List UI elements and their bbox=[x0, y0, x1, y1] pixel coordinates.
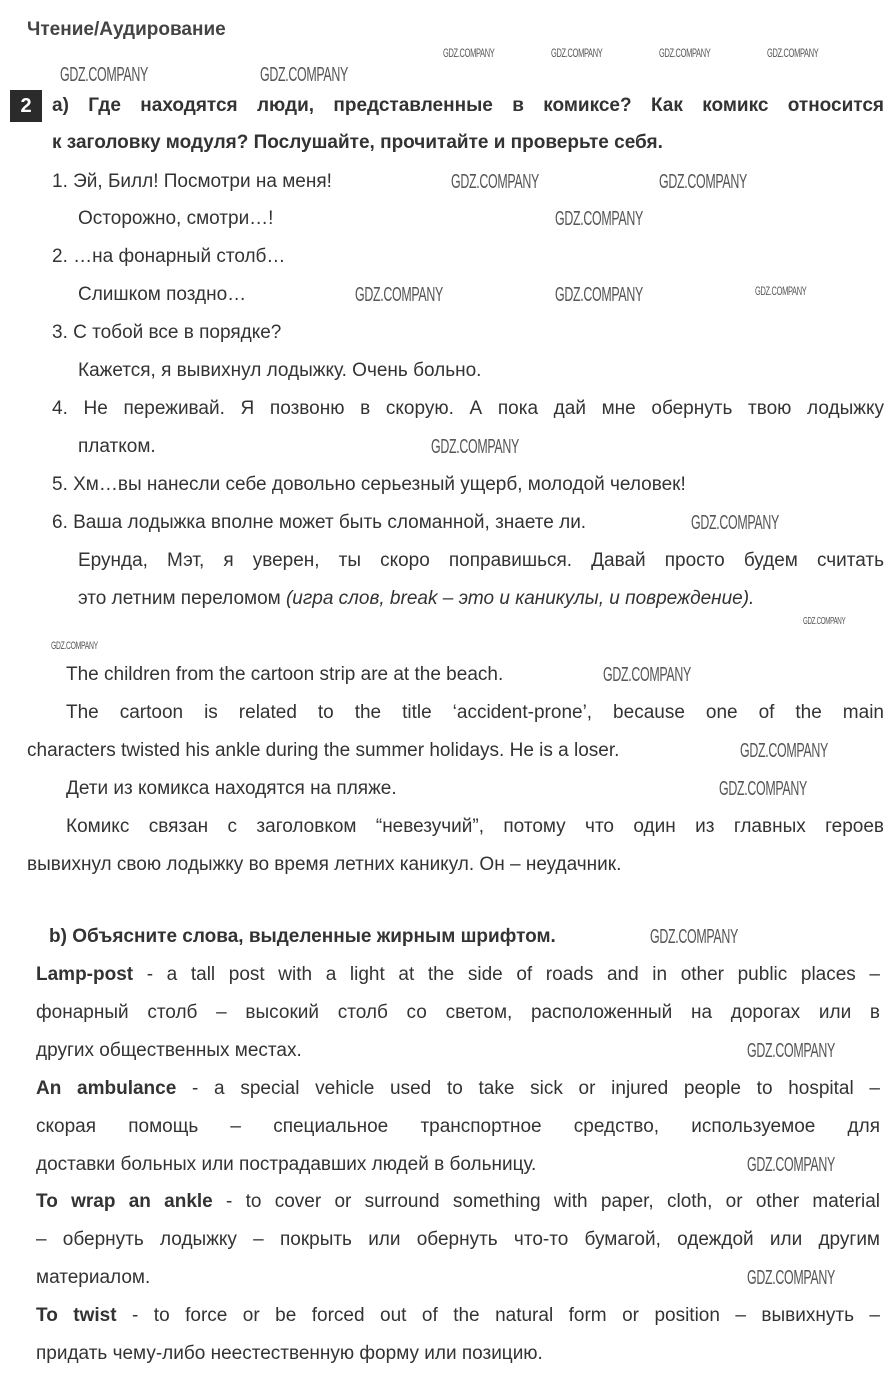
definition-term: An ambulance bbox=[36, 1078, 177, 1099]
definition-term: To twist bbox=[36, 1305, 117, 1326]
definition-term: To wrap an ankle bbox=[36, 1191, 213, 1212]
watermark: GDZ.COMPANY bbox=[51, 640, 98, 652]
answer-ru-line: Дети из комикса находятся на пляже. bbox=[66, 778, 397, 799]
watermark: GDZ.COMPANY bbox=[555, 208, 643, 230]
dialogue-line: 6. Ваша лодыжка вполне может быть сломанной, знаете ли. bbox=[52, 512, 587, 533]
definition-line bbox=[36, 1078, 880, 1100]
dialogue-line: 3. С тобой все в порядке? bbox=[52, 322, 282, 343]
dialogue-line: 5. Хм…вы нанесли себе довольно серьезный ущерб, молодой человек! bbox=[52, 474, 686, 495]
definition-text: - a special vehicle used to take sick or injured people to hospital – bbox=[176, 1078, 880, 1099]
definition-line bbox=[36, 1191, 880, 1213]
watermark: GDZ.COMPANY bbox=[767, 46, 819, 60]
definition-line: других общественных местах. bbox=[36, 1040, 302, 1061]
pun-note: (игра слов, break – это и каникулы, и повреждение). bbox=[285, 588, 755, 609]
watermark: GDZ.COMPANY bbox=[355, 284, 443, 306]
answer-en-line: characters twisted his ankle during the summer holidays. He is a loser. bbox=[27, 740, 620, 761]
watermark: GDZ.COMPANY bbox=[650, 926, 738, 948]
watermark: GDZ.COMPANY bbox=[431, 436, 519, 458]
dialogue-line: 4. Не переживай. Я позвоню в скорую. А пока дай мне обернуть твою лодыжку bbox=[52, 398, 884, 419]
dialogue-line: Слишком поздно… bbox=[78, 284, 247, 305]
dialogue-line: Осторожно, смотри…! bbox=[78, 208, 274, 229]
dialogue-line: 1. Эй, Билл! Посмотри на меня! bbox=[52, 171, 332, 192]
answer-en-line: The children from the cartoon strip are at the beach. bbox=[66, 664, 504, 685]
task-number-badge: 2 bbox=[10, 90, 42, 122]
watermark: GDZ.COMPANY bbox=[555, 284, 643, 306]
watermark: GDZ.COMPANY bbox=[747, 1154, 835, 1176]
watermark: GDZ.COMPANY bbox=[803, 616, 846, 627]
dialogue-text: это летним переломом bbox=[78, 588, 286, 609]
definition-text: - to force or be forced out of the natural form or position – вывихнуть – bbox=[116, 1305, 880, 1326]
watermark: GDZ.COMPANY bbox=[747, 1267, 835, 1289]
dialogue-line: Кажется, я вывихнул лодыжку. Очень больно. bbox=[78, 360, 482, 381]
task-b-heading: b) Объясните слова, выделенные жирным шрифтом. bbox=[49, 926, 556, 947]
definition-line: фонарный столб – высокий столб со светом, расположенный на дорогах или в bbox=[36, 1002, 880, 1023]
watermark: GDZ.COMPANY bbox=[551, 46, 603, 60]
dialogue-line: платком. bbox=[78, 436, 156, 457]
definition-line: придать чему-либо неестественную форму или позицию. bbox=[36, 1343, 543, 1364]
dialogue-line: 2. …на фонарный столб… bbox=[52, 246, 286, 267]
watermark: GDZ.COMPANY bbox=[747, 1040, 835, 1062]
definition-term: Lamp-post bbox=[36, 964, 134, 985]
task-a-heading-line2: к заголовку модуля? Послушайте, прочитайте и проверьте себя. bbox=[52, 132, 663, 153]
watermark: GDZ.COMPANY bbox=[659, 171, 747, 193]
section-title: Чтение/Аудирование bbox=[27, 19, 226, 40]
answer-en-line: The cartoon is related to the title ‘accident-prone’, because one of the main bbox=[66, 702, 884, 723]
watermark: GDZ.COMPANY bbox=[260, 64, 348, 86]
definition-line bbox=[36, 1305, 880, 1327]
answer-ru-line: Комикс связан с заголовком “невезучий”, потому что один из главных героев bbox=[66, 816, 884, 837]
watermark: GDZ.COMPANY bbox=[719, 778, 807, 800]
watermark: GDZ.COMPANY bbox=[60, 64, 148, 86]
watermark: GDZ.COMPANY bbox=[755, 284, 807, 298]
definition-line: материалом. bbox=[36, 1267, 151, 1288]
dialogue-line bbox=[78, 588, 754, 610]
definition-line bbox=[36, 964, 880, 986]
definition-line: доставки больных или пострадавших людей в больницу. bbox=[36, 1154, 537, 1175]
definition-line: скорая помощь – специальное транспортное средство, используемое для bbox=[36, 1116, 880, 1137]
watermark: GDZ.COMPANY bbox=[691, 512, 779, 534]
watermark: GDZ.COMPANY bbox=[740, 740, 828, 762]
definition-text: - to cover or surround something with paper, cloth, or other material bbox=[212, 1191, 880, 1212]
definition-text: - a tall post with a light at the side of roads and in other public places – bbox=[133, 964, 880, 985]
answer-ru-line: вывихнул свою лодыжку во время летних каникул. Он – неудачник. bbox=[27, 854, 622, 875]
watermark: GDZ.COMPANY bbox=[603, 664, 691, 686]
watermark: GDZ.COMPANY bbox=[451, 171, 539, 193]
watermark: GDZ.COMPANY bbox=[659, 46, 711, 60]
watermark: GDZ.COMPANY bbox=[443, 46, 495, 60]
dialogue-line: Ерунда, Мэт, я уверен, ты скоро поправишься. Давай просто будем считать bbox=[78, 550, 884, 571]
task-a-heading-line1: а) Где находятся люди, представленные в комиксе? Как комикс относится bbox=[52, 95, 884, 116]
definition-line: – обернуть лодыжку – покрыть или обернуть что-то бумагой, одеждой или другим bbox=[36, 1229, 880, 1250]
